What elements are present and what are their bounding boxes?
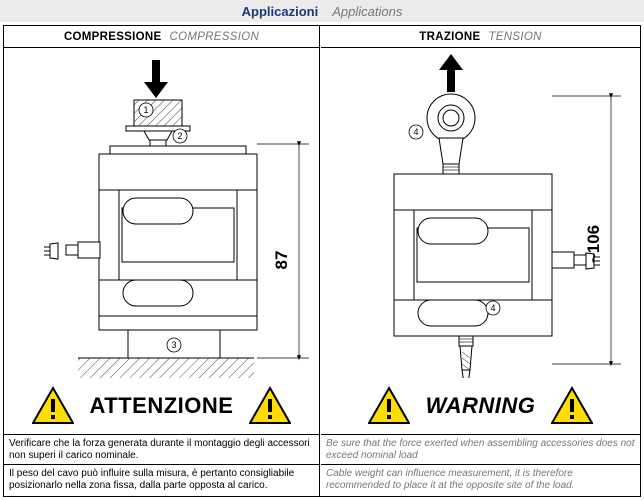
tension-warning-row — [321, 378, 640, 434]
compression-note-2: Il peso del cavo può influire sulla misura, è pertanto consigliabile posizionarlo nella zona fissa, dalla parte opposta al carico. — [4, 464, 319, 494]
arrow-up-icon — [439, 54, 463, 92]
tension-note-2: Cable weight can influence measurement, it is therefore recommended to place it at the opposite site of the load. — [321, 464, 640, 494]
column-header-compression-italian: COMPRESSIONE — [63, 31, 162, 43]
compression-note-1: Verificare che la forza generata durante il montaggio degli accessori non superi il carico nominale. — [4, 434, 319, 464]
page-title-bar — [0, 0, 644, 22]
callout-4-top: 4 — [413, 127, 419, 137]
warning-triangle-icon — [368, 386, 410, 426]
tension-diagram-svg — [321, 48, 640, 378]
column-header-tension-italian: TRAZIONE — [419, 31, 481, 43]
page-title-italian: Applicazioni — [241, 3, 319, 19]
warning-triangle-icon — [551, 386, 593, 426]
arrow-down-icon — [144, 60, 168, 98]
callout-1: 1 — [143, 105, 149, 115]
callout-2: 2 — [177, 131, 183, 141]
callout-4-bottom: 4 — [490, 303, 496, 313]
tension-note-1: Be sure that the force exerted when assembling accessories does not exceed nominal load — [321, 434, 640, 464]
callout-3: 3 — [171, 340, 177, 350]
column-header-tension — [321, 30, 640, 44]
compression-warning-row — [4, 378, 319, 434]
page-title-english: Applications — [332, 3, 403, 19]
warning-label-english: WARNING — [425, 393, 536, 418]
warning-triangle-icon — [249, 386, 291, 426]
compression-diagram-svg — [4, 48, 319, 378]
column-header-compression-english: COMPRESSION — [169, 31, 260, 43]
tension-drawing — [321, 48, 640, 378]
column-header-compression — [4, 30, 319, 44]
warning-triangle-icon — [32, 386, 74, 426]
warning-label-italian: ATTENZIONE — [89, 393, 234, 418]
compression-drawing — [4, 48, 319, 378]
compression-notes — [4, 434, 319, 494]
column-divider — [319, 25, 320, 497]
dimension-label-106: ~106 — [584, 224, 603, 264]
dimension-label-87: 87 — [272, 250, 291, 270]
column-header-tension-english: TENSION — [488, 31, 542, 43]
tension-notes — [321, 434, 640, 494]
